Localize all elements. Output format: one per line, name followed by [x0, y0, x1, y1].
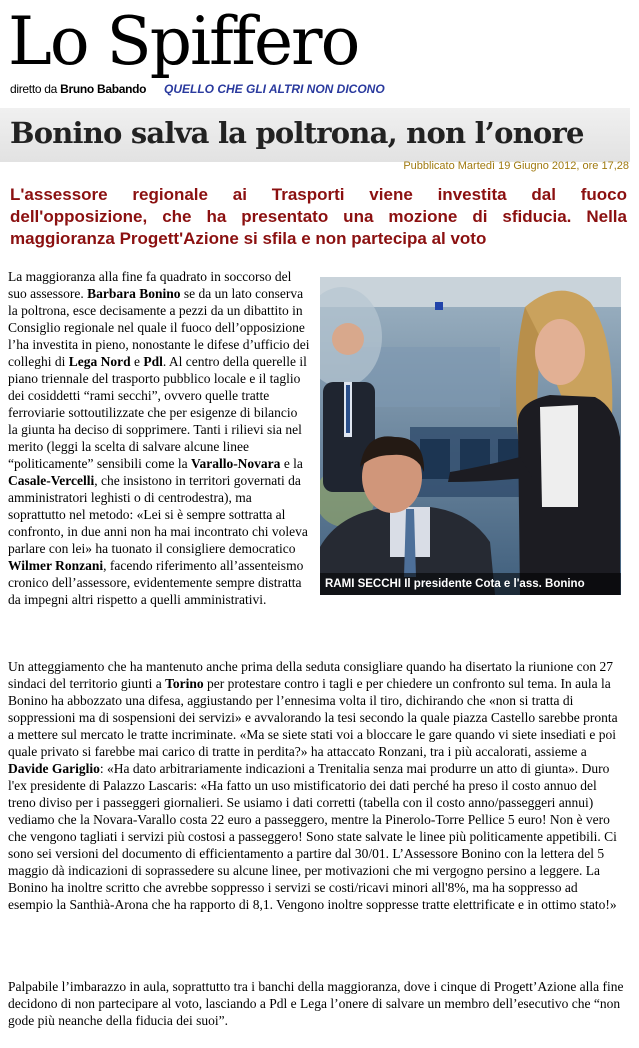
masthead [0, 0, 639, 104]
director-name: Bruno Babando [60, 82, 147, 96]
paragraph-3: Palpabile l’imbarazzo in aula, soprattutto tra i banchi della maggioranza, dove i cinque di Progett’Azione alla fine decidono di non partecipare al voto, lasciando a Pdl e Lega l’onere di salvare un membro dell’esecutivo che “non gode più neanche della fiducia dei suoi”. [8, 979, 624, 1028]
bold-text: Torino [165, 676, 204, 691]
bold-text: Pdl [143, 354, 163, 369]
article-title: Bonino salva la poltrona, non l’onore [10, 116, 584, 150]
director-prefix: diretto da [10, 82, 58, 96]
bold-text: Barbara Bonino [87, 286, 181, 301]
publication-date: Pubblicato Martedì 19 Giugno 2012, ore 17,28 [403, 160, 629, 172]
bold-text: Davide Gariglio [8, 761, 100, 776]
bold-text: Lega Nord [68, 354, 131, 369]
director-credit [10, 82, 146, 96]
photo-caption: RAMI SECCHI Il presidente Cota e l'ass. Bonino [320, 573, 621, 595]
photo-illustration [320, 277, 621, 595]
site-tagline: QUELLO CHE GLI ALTRI NON DICONO [164, 82, 385, 96]
site-logo[interactable]: Lo Spiffero [8, 3, 359, 80]
paragraph-1: La maggioranza alla fine fa quadrato in soccorso del suo assessore. Barbara Bonino se da un lato conserva la poltrona, esce decisamente a pezzi da un dibattito in Consiglio regionale nel quale il fuoco dell’opposizione l’ha investita in pieno, nonostante le difese d’ufficio dei colleghi di Lega Nord e Pdl. Al centro della querelle il piano triennale del trasporto pubblico locale e il taglio dei cosiddetti “rami secchi”, ovvero quelle tratte ferroviarie sottoutilizzate che per esigenze di bilancio la giunta ha deciso di sopprimere. Tanti i rilievi sia nel merito (leggi la scelta di salvare alcune linee “politicamente” sensibili come la Varallo-Novara e la Casale-Vercelli, che insistono in territori governati da amministratori leghisti o di centrodestra), ma soprattutto nel metodo: «Lei si è sempre sottratta al confronto, in due anni non ha mai incontrato chi voleva parlare con lei» ha tuonato il consigliere democratico Wilmer Ronzani, facendo riferimento all’assenteismo cronico dell’assessore, evidentemente sempre distratta da impegni altri rispetto a quelli amministrativi. [8, 269, 310, 607]
paragraph-2: Un atteggiamento che ha mantenuto anche prima della seduta consigliare quando ha disertato la riunione con 27 sindaci del territorio giunti a Torino per protestare contro i tagli e per chiedere un confronto sul tema. In aula la Bonino ha abbozzato una difesa, aggiustando per l’ennesima volta il tiro, dichirando che «non si tratta di soppressioni ma di sospensioni dei servizi» e avvalorando la tesi secondo la quale piazza Castello sarebbe pronta a mettere sul mercato le tratte incriminate. «Ma se siete stati voi a bloccare le gare quando vi siete insediati e poi quale privato si farebbe mai carico di tratte in perdita?» ha attaccato Ronzani, tra i più accalorati, assieme a Davide Gariglio: «Ha dato arbitrariamente indicazioni a Trenitalia senza mai produrre un atto di giunta». Duro l'ex presidente di Palazzo Lascaris: «Ha fatto un uso mistificatorio dei dati perché ha preso il costo annuo del treno diviso per i passeggeri giornalieri. Se usiamo i dati corretti (tabella con il costo anno/passeggeri annui) vediamo che la Novara-Varallo costa 22 euro a passeggero, mentre la Pinerolo-Torre Pellice 5 euro! Non è vero che vengono tagliati i servizi più costosi a passeggero! Sono state salvate le linee più politicamente appetibili. Ci sono sei versioni del documento di efficientamento a partire dal 30/01. L’Assessore Bonino con la lettera del 5 maggio dà indicazioni di soprassedere su alcune linee, per motivazioni che mi vergogno persino a leggere. La Bonino ha inoltre scritto che avrebbe soppresso i servizi se costi/ricavi minori all'8%, ma ha soppresso ad esempio la Santhià-Arona che ha rapporto di 8,1. Vengono inoltre soppresse tratte elettrificate e in ottimo stato!» [8, 659, 618, 912]
bold-text: Casale-Vercelli [8, 473, 95, 488]
bold-text: Varallo-Novara [190, 456, 281, 471]
article-photo [320, 277, 621, 595]
article-lead: L'assessore regionale ai Trasporti viene investita dal fuoco dell'opposizione, che ha presentato una mozione di sfiducia. Nella maggioranza Progett'Azione si sfila e non partecipa al voto [10, 185, 627, 248]
bold-text: Wilmer Ronzani [8, 558, 104, 573]
